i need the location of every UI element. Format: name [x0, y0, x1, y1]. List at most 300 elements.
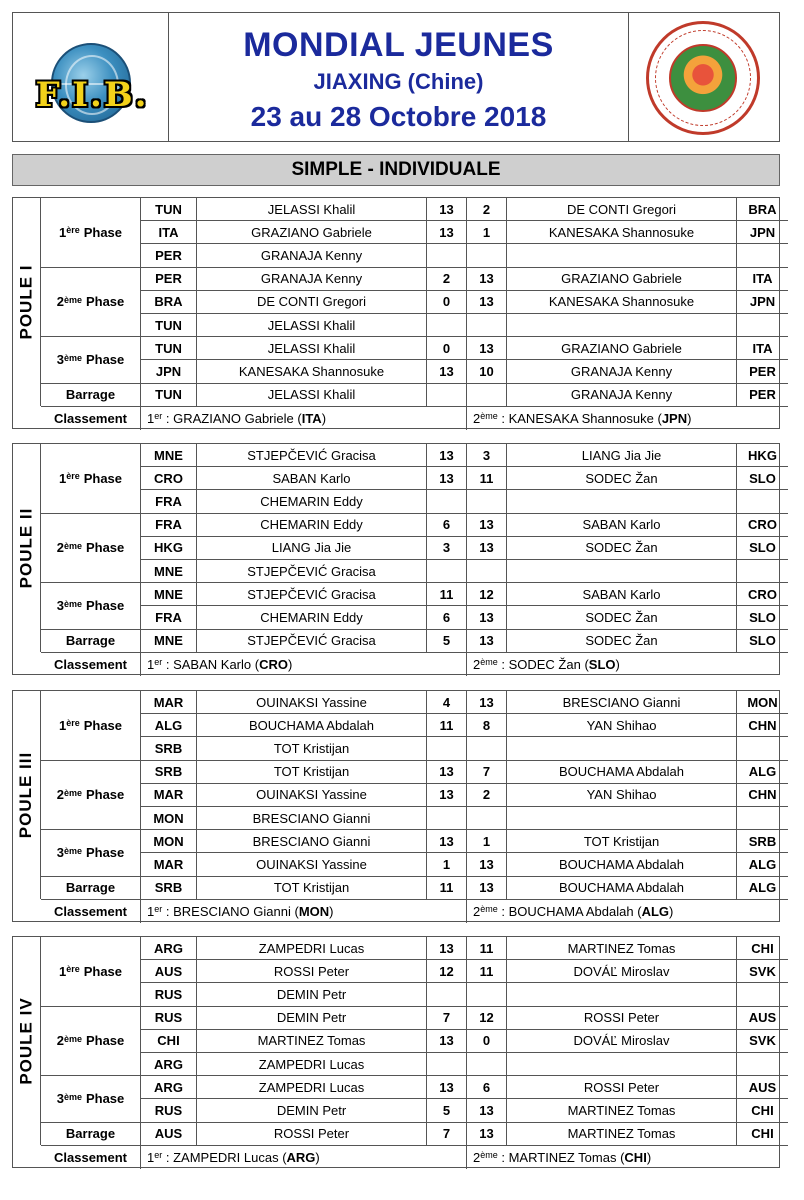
fib-logo-text: F.I.B. [35, 75, 149, 115]
match-row [141, 514, 788, 537]
country-code: AUS [737, 1007, 788, 1030]
match-row [141, 877, 788, 900]
country-code: CHI [737, 1123, 788, 1146]
score: 13 [427, 830, 467, 853]
player-name: CHEMARIN Eddy [197, 606, 427, 629]
second-place: 2 $^{ème}$ : KANESAKA Shannosuke ( JPN ) [473, 410, 692, 426]
score [467, 384, 507, 407]
player-name: BOUCHAMA Abdalah [507, 877, 737, 900]
match-row [141, 830, 788, 853]
classement-label: Classement [41, 1146, 141, 1169]
country-code: RUS [141, 1007, 197, 1030]
player-name: BRESCIANO Gianni [197, 830, 427, 853]
player-name: GRAZIANO Gabriele [507, 268, 737, 291]
match-row [141, 714, 788, 737]
country-code [737, 983, 788, 1006]
player-name: STJEPČEVIĆ Gracisa [197, 630, 427, 653]
first-place: 1 $^{er}$ : SABAN Karlo ( CRO ) [141, 653, 467, 676]
score: 13 [467, 691, 507, 714]
country-code: HKG [737, 444, 788, 467]
match-row [141, 983, 788, 1006]
score [427, 1053, 467, 1076]
player-name [507, 490, 737, 513]
score: 13 [427, 784, 467, 807]
country-code: BRA [737, 198, 788, 221]
score: 13 [427, 198, 467, 221]
match-row [141, 1053, 788, 1076]
match-row [141, 691, 788, 714]
country-code [737, 807, 788, 830]
match-row [141, 1007, 788, 1030]
country-code: CHI [737, 937, 788, 960]
match-row [141, 198, 788, 221]
score: 3 [467, 444, 507, 467]
player-name: GRAZIANO Gabriele [507, 337, 737, 360]
bowls-emblem-icon [669, 44, 737, 112]
country-code [737, 490, 788, 513]
country-code: CHN [737, 714, 788, 737]
player-name: GRAZIANO Gabriele [197, 221, 427, 244]
country-code: TUN [141, 198, 197, 221]
country-code: RUS [141, 983, 197, 1006]
score: 13 [467, 337, 507, 360]
player-name: STJEPČEVIĆ Gracisa [197, 583, 427, 606]
player-name: KANESAKA Shannosuke [507, 221, 737, 244]
score: 13 [467, 606, 507, 629]
country-code: CRO [141, 467, 197, 490]
country-code: ITA [737, 268, 788, 291]
player-name: BRESCIANO Gianni [197, 807, 427, 830]
country-code: ARG [141, 937, 197, 960]
phase-label: 3 $^{ème}$ Phase [41, 583, 141, 629]
player-name: ROSSI Peter [507, 1007, 737, 1030]
country-code: SRB [141, 737, 197, 760]
country-code: AUS [141, 960, 197, 983]
player-name [507, 244, 737, 267]
score: 7 [427, 1123, 467, 1146]
player-name [507, 983, 737, 1006]
country-code: SVK [737, 1030, 788, 1053]
country-code: FRA [141, 514, 197, 537]
match-row [141, 560, 788, 583]
first-place: 1 $^{er}$ : BRESCIANO Gianni ( MON ) [141, 900, 467, 923]
classement-label: Classement [41, 653, 141, 676]
classement-label: Classement [41, 900, 141, 923]
score: 12 [467, 583, 507, 606]
score: 1 [467, 830, 507, 853]
score: 6 [427, 514, 467, 537]
player-name [507, 737, 737, 760]
poule-block [12, 443, 780, 675]
match-row [141, 1123, 788, 1146]
match-row [141, 268, 788, 291]
country-code: SRB [141, 761, 197, 784]
country-code: PER [141, 244, 197, 267]
match-row [141, 960, 788, 983]
phase-label: Barrage [41, 384, 141, 407]
score: 1 [467, 221, 507, 244]
match-row [141, 537, 788, 560]
country-code: JPN [737, 291, 788, 314]
poule-block [12, 936, 780, 1168]
player-name: ROSSI Peter [197, 1123, 427, 1146]
country-code: TUN [141, 337, 197, 360]
match-row [141, 937, 788, 960]
score: 0 [427, 291, 467, 314]
player-name: JELASSI Khalil [197, 314, 427, 337]
player-name: TOT Kristijan [197, 877, 427, 900]
country-code: JPN [737, 221, 788, 244]
phase-label: Barrage [41, 630, 141, 653]
classement-row [41, 1146, 781, 1169]
country-code: TUN [141, 314, 197, 337]
player-name: BOUCHAMA Abdalah [507, 761, 737, 784]
score: 13 [467, 853, 507, 876]
phase-label: Barrage [41, 877, 141, 900]
player-name: ROSSI Peter [507, 1076, 737, 1099]
match-row [141, 221, 788, 244]
country-code: ITA [737, 337, 788, 360]
score: 13 [427, 1076, 467, 1099]
score: 13 [427, 761, 467, 784]
score: 11 [427, 714, 467, 737]
player-name: ZAMPEDRI Lucas [197, 937, 427, 960]
phase-label: 3 $^{ème}$ Phase [41, 830, 141, 876]
country-code: AUS [737, 1076, 788, 1099]
player-name: BOUCHAMA Abdalah [197, 714, 427, 737]
player-name: STJEPČEVIĆ Gracisa [197, 560, 427, 583]
country-code: ALG [141, 714, 197, 737]
player-name: SODEC Žan [507, 606, 737, 629]
player-name [507, 314, 737, 337]
score: 13 [467, 877, 507, 900]
score [427, 244, 467, 267]
phase-label: 1 $^{ère}$ Phase [41, 937, 141, 1007]
classement-row [41, 407, 781, 430]
score [427, 490, 467, 513]
second-place: 2 $^{ème}$ : BOUCHAMA Abdalah ( ALG ) [473, 903, 674, 919]
first-place: 1 $^{er}$ : GRAZIANO Gabriele ( ITA ) [141, 407, 467, 430]
country-code: MNE [141, 444, 197, 467]
phase-label: 2 $^{ème}$ Phase [41, 761, 141, 831]
player-name: MARTINEZ Tomas [507, 1123, 737, 1146]
country-code: SLO [737, 467, 788, 490]
player-name: SABAN Karlo [507, 583, 737, 606]
country-code: ALG [737, 761, 788, 784]
player-name: LIANG Jia Jie [197, 537, 427, 560]
country-code: AUS [141, 1123, 197, 1146]
phase-label: 3 $^{ème}$ Phase [41, 337, 141, 383]
player-name: MARTINEZ Tomas [197, 1030, 427, 1053]
score: 13 [427, 1030, 467, 1053]
score: 5 [427, 1099, 467, 1122]
country-code: JPN [141, 360, 197, 383]
match-row [141, 314, 788, 337]
player-name: CHEMARIN Eddy [197, 490, 427, 513]
score: 13 [467, 630, 507, 653]
match-row [141, 1076, 788, 1099]
score: 12 [427, 960, 467, 983]
player-name: DOVÁĽ Miroslav [507, 1030, 737, 1053]
player-name: DEMIN Petr [197, 983, 427, 1006]
player-name: DEMIN Petr [197, 1099, 427, 1122]
score: 8 [467, 714, 507, 737]
association-seal-icon [646, 21, 760, 135]
player-name: OUINAKSI Yassine [197, 853, 427, 876]
match-row [141, 467, 788, 490]
document-header [12, 12, 780, 142]
title-block [169, 13, 629, 141]
player-name: ZAMPEDRI Lucas [197, 1053, 427, 1076]
player-name: TOT Kristijan [507, 830, 737, 853]
section-subtitle: SIMPLE - INDIVIDUALE [12, 154, 780, 186]
match-row [141, 761, 788, 784]
player-name: GRANAJA Kenny [197, 244, 427, 267]
score: 11 [427, 877, 467, 900]
country-code: ARG [141, 1076, 197, 1099]
score [467, 737, 507, 760]
poule-label: POULE II [13, 444, 41, 652]
player-name: SODEC Žan [507, 467, 737, 490]
score: 13 [467, 291, 507, 314]
phase-label: 2 $^{ème}$ Phase [41, 514, 141, 584]
second-place: 2 $^{ème}$ : SODEC Žan ( SLO ) [473, 656, 620, 672]
player-name: GRANAJA Kenny [507, 360, 737, 383]
player-name [507, 807, 737, 830]
match-row [141, 606, 788, 629]
country-code: MON [737, 691, 788, 714]
phase-label: 2 $^{ème}$ Phase [41, 1007, 141, 1077]
score: 5 [427, 630, 467, 653]
score: 13 [427, 937, 467, 960]
classement-row [41, 653, 781, 676]
country-code: FRA [141, 490, 197, 513]
player-name: YAN Shihao [507, 784, 737, 807]
score [467, 807, 507, 830]
country-code: MAR [141, 853, 197, 876]
score [467, 490, 507, 513]
score: 13 [467, 1123, 507, 1146]
score: 11 [467, 467, 507, 490]
phase-label: 1 $^{ère}$ Phase [41, 691, 141, 761]
player-name: MARTINEZ Tomas [507, 937, 737, 960]
country-code: CHI [737, 1099, 788, 1122]
country-code: FRA [141, 606, 197, 629]
score [467, 1053, 507, 1076]
player-name: OUINAKSI Yassine [197, 691, 427, 714]
country-code: ITA [141, 221, 197, 244]
phase-label: 3 $^{ème}$ Phase [41, 1076, 141, 1122]
country-code [737, 560, 788, 583]
score [467, 560, 507, 583]
player-name: SODEC Žan [507, 537, 737, 560]
country-code: SLO [737, 537, 788, 560]
score: 13 [467, 1099, 507, 1122]
player-name: GRANAJA Kenny [507, 384, 737, 407]
country-code: SVK [737, 960, 788, 983]
poule-block [12, 197, 780, 429]
player-name [507, 560, 737, 583]
match-row [141, 807, 788, 830]
match-row [141, 1030, 788, 1053]
player-name: BRESCIANO Gianni [507, 691, 737, 714]
country-code: CRO [737, 514, 788, 537]
player-name: GRANAJA Kenny [197, 268, 427, 291]
first-place: 1 $^{er}$ : ZAMPEDRI Lucas ( ARG ) [141, 1146, 467, 1169]
country-code: SRB [141, 877, 197, 900]
match-row [141, 630, 788, 653]
score: 6 [427, 606, 467, 629]
country-code: TUN [141, 384, 197, 407]
match-row [141, 784, 788, 807]
score: 3 [427, 537, 467, 560]
score [467, 983, 507, 1006]
score: 10 [467, 360, 507, 383]
event-location: JIAXING (Chine) [313, 69, 484, 94]
phase-label: Barrage [41, 1123, 141, 1146]
player-name: SABAN Karlo [197, 467, 427, 490]
country-code: MNE [141, 583, 197, 606]
player-name: OUINAKSI Yassine [197, 784, 427, 807]
country-code: BRA [141, 291, 197, 314]
country-code: SLO [737, 630, 788, 653]
country-code [737, 314, 788, 337]
player-name: STJEPČEVIĆ Gracisa [197, 444, 427, 467]
player-name: CHEMARIN Eddy [197, 514, 427, 537]
fib-logo [13, 13, 169, 141]
country-code: CRO [737, 583, 788, 606]
player-name: YAN Shihao [507, 714, 737, 737]
player-name: MARTINEZ Tomas [507, 1099, 737, 1122]
country-code [737, 737, 788, 760]
player-name: SABAN Karlo [507, 514, 737, 537]
score [427, 384, 467, 407]
player-name: KANESAKA Shannosuke [507, 291, 737, 314]
country-code: CHI [141, 1030, 197, 1053]
match-row [141, 244, 788, 267]
score: 4 [427, 691, 467, 714]
player-name: ROSSI Peter [197, 960, 427, 983]
phase-label: 2 $^{ème}$ Phase [41, 268, 141, 338]
country-code: MON [141, 830, 197, 853]
score: 13 [467, 537, 507, 560]
country-code [737, 244, 788, 267]
score: 12 [467, 1007, 507, 1030]
player-name [507, 1053, 737, 1076]
score: 11 [427, 583, 467, 606]
match-row [141, 384, 788, 407]
match-row [141, 583, 788, 606]
player-name: ZAMPEDRI Lucas [197, 1076, 427, 1099]
classement-row [41, 900, 781, 923]
match-row [141, 1099, 788, 1122]
score: 11 [467, 937, 507, 960]
match-row [141, 490, 788, 513]
score: 13 [467, 268, 507, 291]
score [427, 807, 467, 830]
country-code: MAR [141, 784, 197, 807]
score: 6 [467, 1076, 507, 1099]
score: 2 [427, 268, 467, 291]
player-name: DEMIN Petr [197, 1007, 427, 1030]
country-code: PER [141, 268, 197, 291]
country-code: ALG [737, 853, 788, 876]
score: 13 [427, 467, 467, 490]
score [467, 314, 507, 337]
score: 1 [427, 853, 467, 876]
country-code: SLO [737, 606, 788, 629]
score: 2 [467, 198, 507, 221]
classement-label: Classement [41, 407, 141, 430]
score: 13 [427, 444, 467, 467]
score [467, 244, 507, 267]
player-name: SODEC Žan [507, 630, 737, 653]
score: 7 [467, 761, 507, 784]
player-name: TOT Kristijan [197, 761, 427, 784]
score: 13 [427, 221, 467, 244]
score: 7 [427, 1007, 467, 1030]
country-code: PER [737, 384, 788, 407]
country-code: SRB [737, 830, 788, 853]
score: 0 [467, 1030, 507, 1053]
player-name: JELASSI Khalil [197, 198, 427, 221]
phase-label: 1 $^{ère}$ Phase [41, 198, 141, 268]
page-title: MONDIAL JEUNES [243, 26, 554, 64]
match-row [141, 360, 788, 383]
second-place: 2 $^{ème}$ : MARTINEZ Tomas ( CHI ) [473, 1149, 652, 1165]
score: 0 [427, 337, 467, 360]
poule-block [12, 690, 780, 922]
country-code: CHN [737, 784, 788, 807]
player-name: DE CONTI Gregori [197, 291, 427, 314]
cmba-logo [629, 13, 779, 141]
match-row [141, 853, 788, 876]
match-row [141, 444, 788, 467]
player-name: DE CONTI Gregori [507, 198, 737, 221]
match-row [141, 737, 788, 760]
country-code: ALG [737, 877, 788, 900]
match-row [141, 291, 788, 314]
player-name: LIANG Jia Jie [507, 444, 737, 467]
player-name: JELASSI Khalil [197, 337, 427, 360]
score: 11 [467, 960, 507, 983]
country-code: MNE [141, 560, 197, 583]
country-code: ARG [141, 1053, 197, 1076]
country-code: MAR [141, 691, 197, 714]
poule-label: POULE I [13, 198, 41, 406]
poule-label: POULE IV [13, 937, 41, 1145]
event-dates: 23 au 28 Octobre 2018 [250, 101, 547, 132]
score: 2 [467, 784, 507, 807]
score: 13 [427, 360, 467, 383]
country-code: MNE [141, 630, 197, 653]
country-code: PER [737, 360, 788, 383]
match-row [141, 337, 788, 360]
player-name: DOVÁĽ Miroslav [507, 960, 737, 983]
player-name: BOUCHAMA Abdalah [507, 853, 737, 876]
score [427, 983, 467, 1006]
poule-label: POULE III [13, 691, 41, 899]
score: 13 [467, 514, 507, 537]
phase-label: 1 $^{ère}$ Phase [41, 444, 141, 514]
player-name: TOT Kristijan [197, 737, 427, 760]
country-code [737, 1053, 788, 1076]
score [427, 560, 467, 583]
player-name: JELASSI Khalil [197, 384, 427, 407]
country-code: MON [141, 807, 197, 830]
player-name: KANESAKA Shannosuke [197, 360, 427, 383]
country-code: RUS [141, 1099, 197, 1122]
